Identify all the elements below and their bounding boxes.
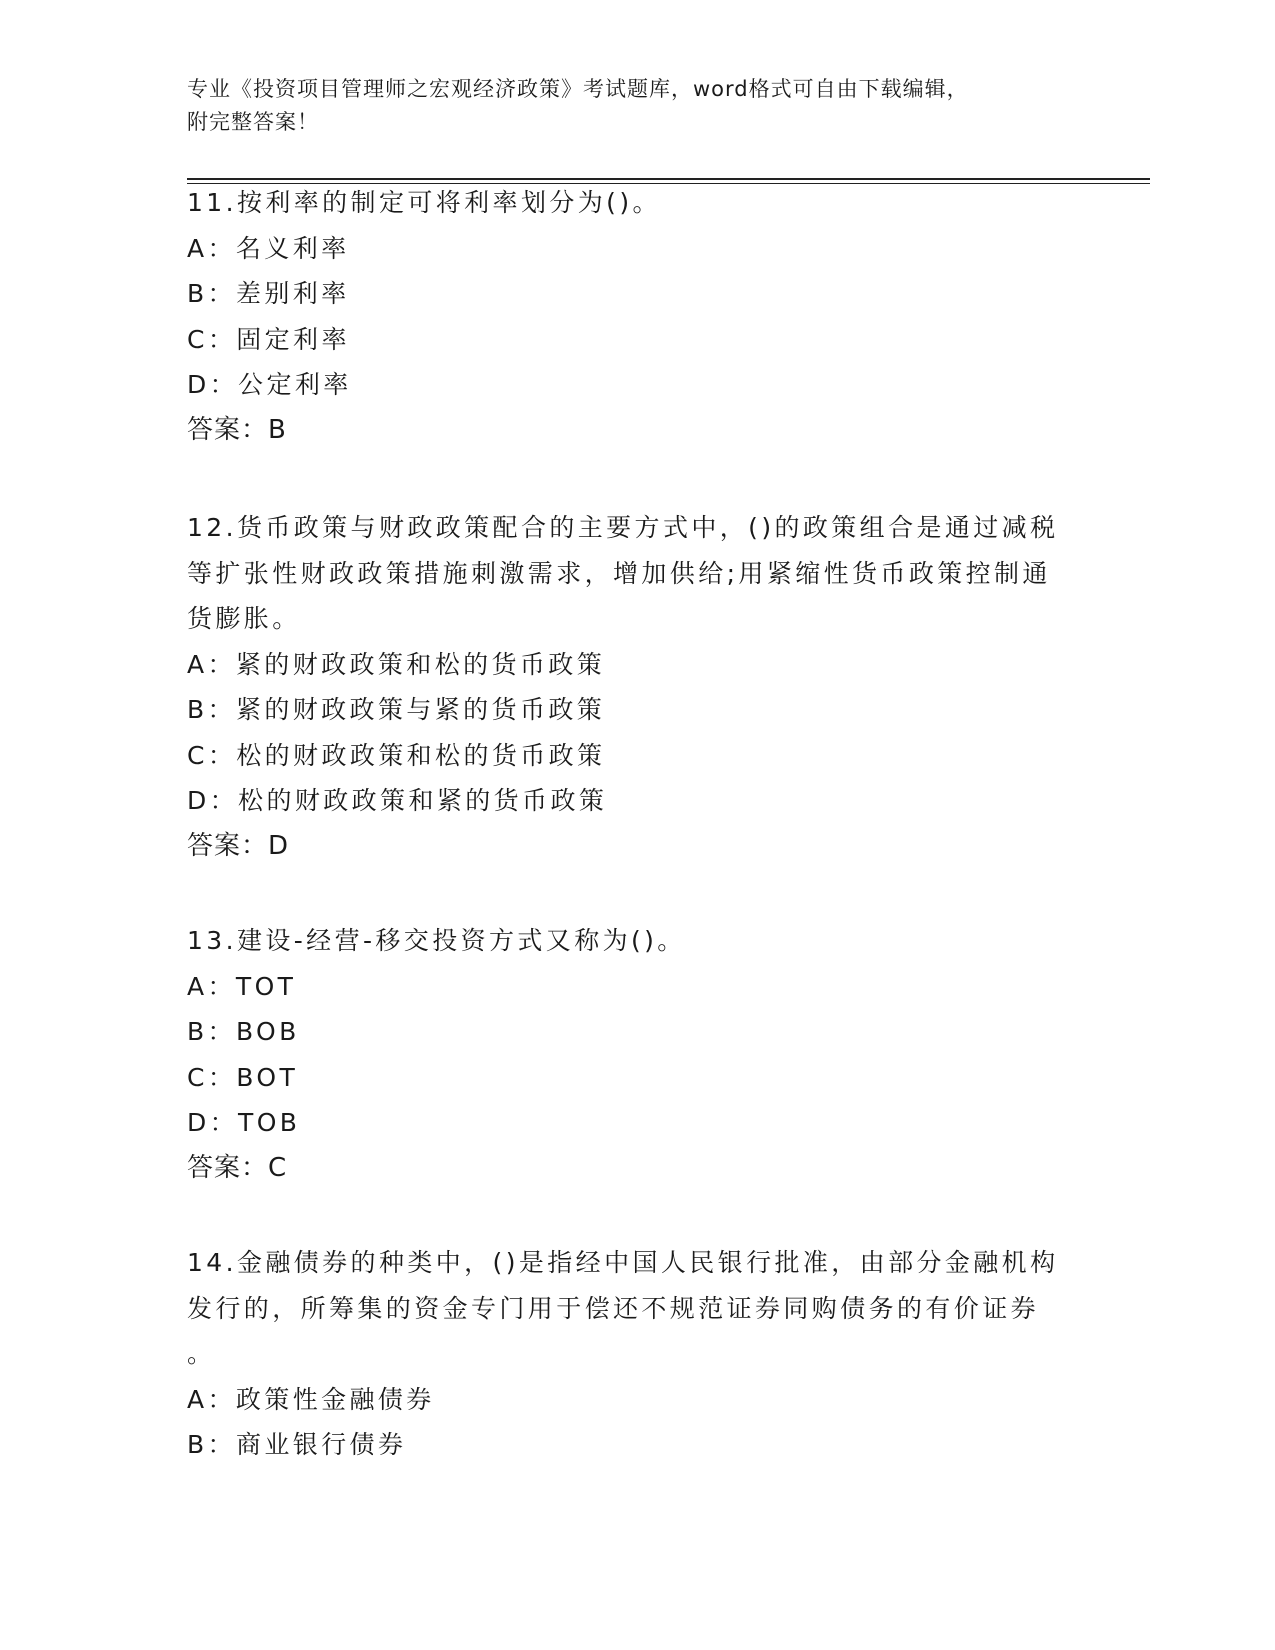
answer: 答案：B [187, 414, 287, 445]
question-stem-line-1: 12.货币政策与财政政策配合的主要方式中，()的政策组合是通过减税 [187, 513, 1059, 542]
question-11 [187, 180, 1087, 453]
option-b: B：BOB [187, 1017, 300, 1046]
document-header [187, 73, 1067, 139]
header-line-2: 附完整答案！ [187, 110, 319, 134]
option-c: C：松的财政政策和松的货币政策 [187, 740, 606, 770]
option-d: D：公定利率 [187, 370, 352, 399]
option-b: B：差别利率 [187, 279, 350, 308]
question-14 [187, 1240, 1087, 1468]
question-13 [187, 918, 1087, 1191]
option-a: A：名义利率 [187, 233, 350, 263]
question-stem: 11.按利率的制定可将利率划分为()。 [187, 188, 661, 217]
option-b: B：商业银行债券 [187, 1430, 407, 1459]
option-b: B：紧的财政政策与紧的货币政策 [187, 695, 606, 724]
option-c: C：固定利率 [187, 324, 350, 354]
answer: 答案：C [187, 1152, 288, 1183]
answer: 答案：D [187, 830, 290, 861]
question-stem-line-2: 发行的，所筹集的资金专门用于偿还不规范证券同购债务的有价证券 [187, 1293, 1040, 1323]
question-12 [187, 505, 1087, 869]
option-a: A：紧的财政政策和松的货币政策 [187, 649, 606, 679]
option-d: D：TOB [187, 1108, 301, 1137]
option-d: D：松的财政政策和紧的货币政策 [187, 786, 608, 815]
question-stem: 13.建设-经营-移交投资方式又称为()。 [187, 926, 686, 955]
option-a: A：TOT [187, 971, 297, 1001]
question-stem-line-3: 。 [187, 1339, 216, 1368]
question-stem-line-3: 货膨胀。 [187, 604, 301, 633]
header-line-1: 专业《投资项目管理师之宏观经济政策》考试题库，word格式可自由下载编辑， [187, 77, 969, 101]
option-c: C：BOT [187, 1062, 299, 1092]
question-stem-line-1: 14.金融债券的种类中，()是指经中国人民银行批准，由部分金融机构 [187, 1248, 1059, 1277]
option-a: A：政策性金融债券 [187, 1384, 435, 1414]
question-stem-line-2: 等扩张性财政政策措施刺激需求，增加供给;用紧缩性货币政策控制通 [187, 558, 1051, 588]
